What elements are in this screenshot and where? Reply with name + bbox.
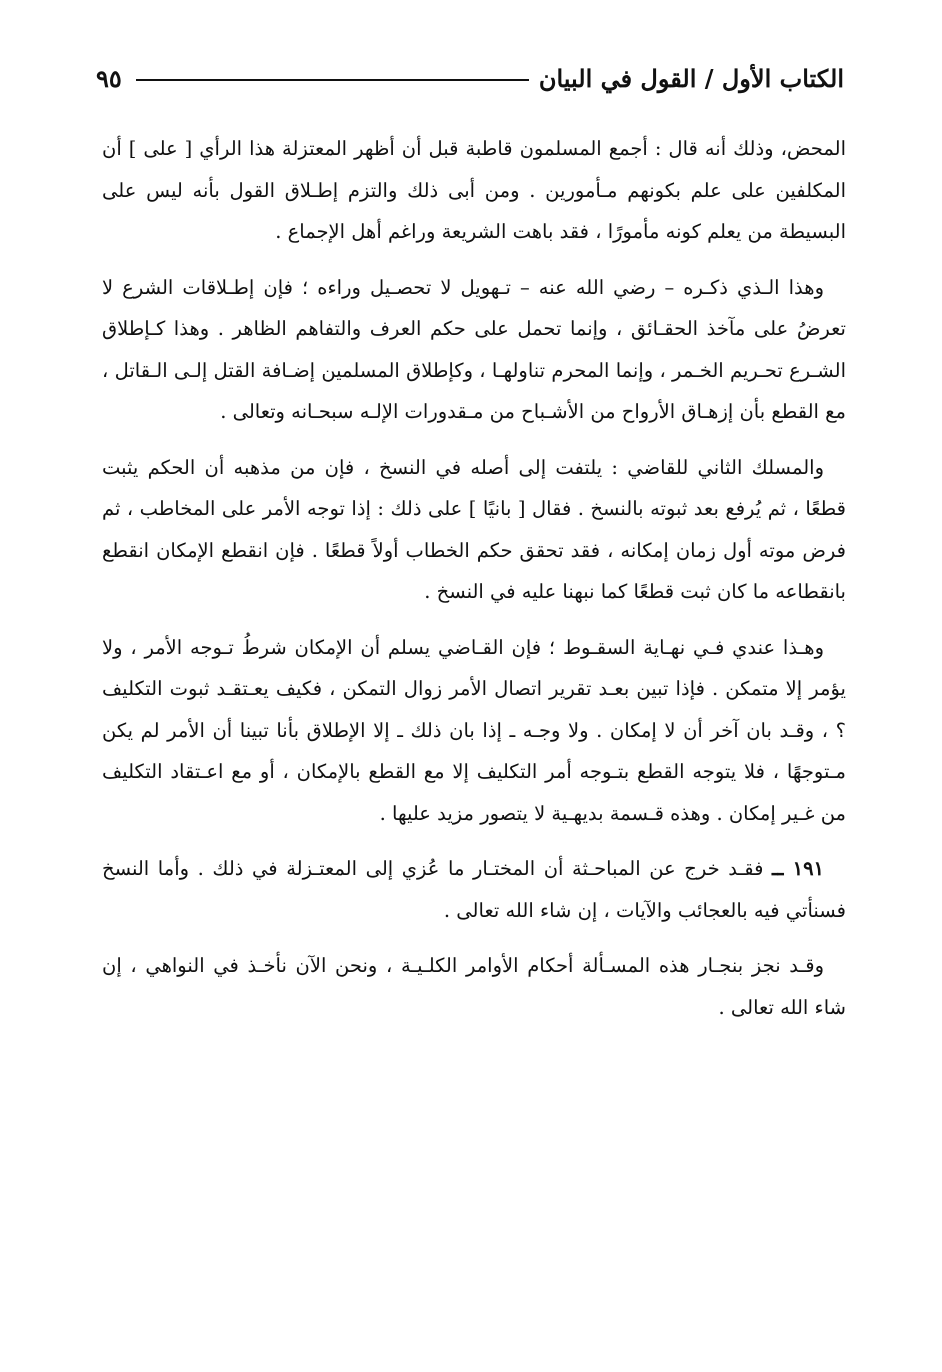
body-text bbox=[102, 128, 846, 1042]
paragraph-number: ١٩١ ــ bbox=[771, 857, 825, 880]
paragraph-4-text: وهـذا عندي فـي نهـاية السقـوط ؛ فإن القـاضي يسلم أن الإمكان شرطُ تـوجه الأمر ، ولا يؤمر إلا متمكن . فإذا تبين بعـد تقرير اتصال الأمر زوال التمكن ، فكيف يعـتقـد ثبوت التكليف ؟ ، وقـد بان آخر أن لا إمكان . ولا وجـه ـ إذا بان ذلك ـ إلا الإطلاق بأنا تبينا أن الأمر لم يكن مـتوجهًا ، فلا يتوجه القطع بتـوجه أمر التكليف إلا مع القطع بالإمكان ، أو مع اعـتقاد التكليف من غـير إمكان . وهذه قـسمة بديهـية لا يتصور مزيد عليها . bbox=[102, 635, 846, 825]
paragraph-4 bbox=[102, 627, 846, 835]
paragraph-6 bbox=[102, 945, 846, 1028]
paragraph-5-text: فقـد خرج عن المباحـثة أن المختـار ما عُزي إلى المعتـزلة في ذلك . وأما النسخ فسنأتي فيه بالعجائب والآيات ، إن شاء الله تعالى . bbox=[102, 857, 846, 922]
paragraph-3-text: والمسلك الثاني للقاضي : يلتفت إلى أصله في النسخ ، فإن من مذهبه أن الحكم يثبت قطعًا ، ثم يُرفع بعد ثبوته بالنسخ . فقال [ بانيًا ] على ذلك : إذا توجه الأمر على المخاطب ، ثم فرض موته أول زمان إمكانه ، فقد تحقق حكم الخطاب أولاً قطعًا . فإن انقطع الإمكان انقطع بانقطاعه ما كان ثبت قطعًا كما نبهنا عليه في النسخ . bbox=[102, 455, 846, 603]
running-header bbox=[96, 58, 844, 98]
paragraph-2 bbox=[102, 267, 846, 433]
paragraph-1 bbox=[102, 128, 846, 253]
paragraph-5 bbox=[102, 848, 846, 931]
paragraph-6-text: وقـد نجز بنجـار هذه المسـألة أحكام الأوامر الكلـيـة ، ونحن الآن نأخـذ في النواهي ، إن شاء الله تعالى . bbox=[102, 954, 846, 1019]
header-rule bbox=[136, 79, 529, 81]
page-number: ٩٥ bbox=[96, 63, 122, 93]
paragraph-1-text: المحض، وذلك أنه قال : أجمع المسلمون قاطبة قبل أن أظهر المعتزلة هذا الرأي [ على ] أن المكلفين على علم بكونهم مـأمورين . ومن أبى ذلك والتزم إطـلاق القول بأنه ليس على البسيطة من يعلم كونه مأمورًا ، فقد باهت الشريعة وراغم أهل الإجماع . bbox=[102, 137, 846, 243]
paragraph-2-text: وهذا الـذي ذكـره – رضي الله عنه – تـهويل لا تحصـيل وراءه ؛ فإن إطـلاقات الشرع لا تعرضُ على مآخذ الحقـائق ، وإنما تحمل على حكم العرف والتفاهم الظاهر . وهذا كـإطلاق الشـرع تحـريم الخـمر ، وإنما المحرم تناولهـا ، وكإطلاق المسلمين إضـافة القتل إلـى الـقاتل ، مع القطع بأن إزهـاق الأرواح من الأشـباح من مـقدورات الإلـه سبحـانه وتعالى . bbox=[102, 275, 846, 423]
paragraph-3 bbox=[102, 447, 846, 613]
chapter-title: الكتاب الأول / القول في البيان bbox=[538, 63, 844, 93]
